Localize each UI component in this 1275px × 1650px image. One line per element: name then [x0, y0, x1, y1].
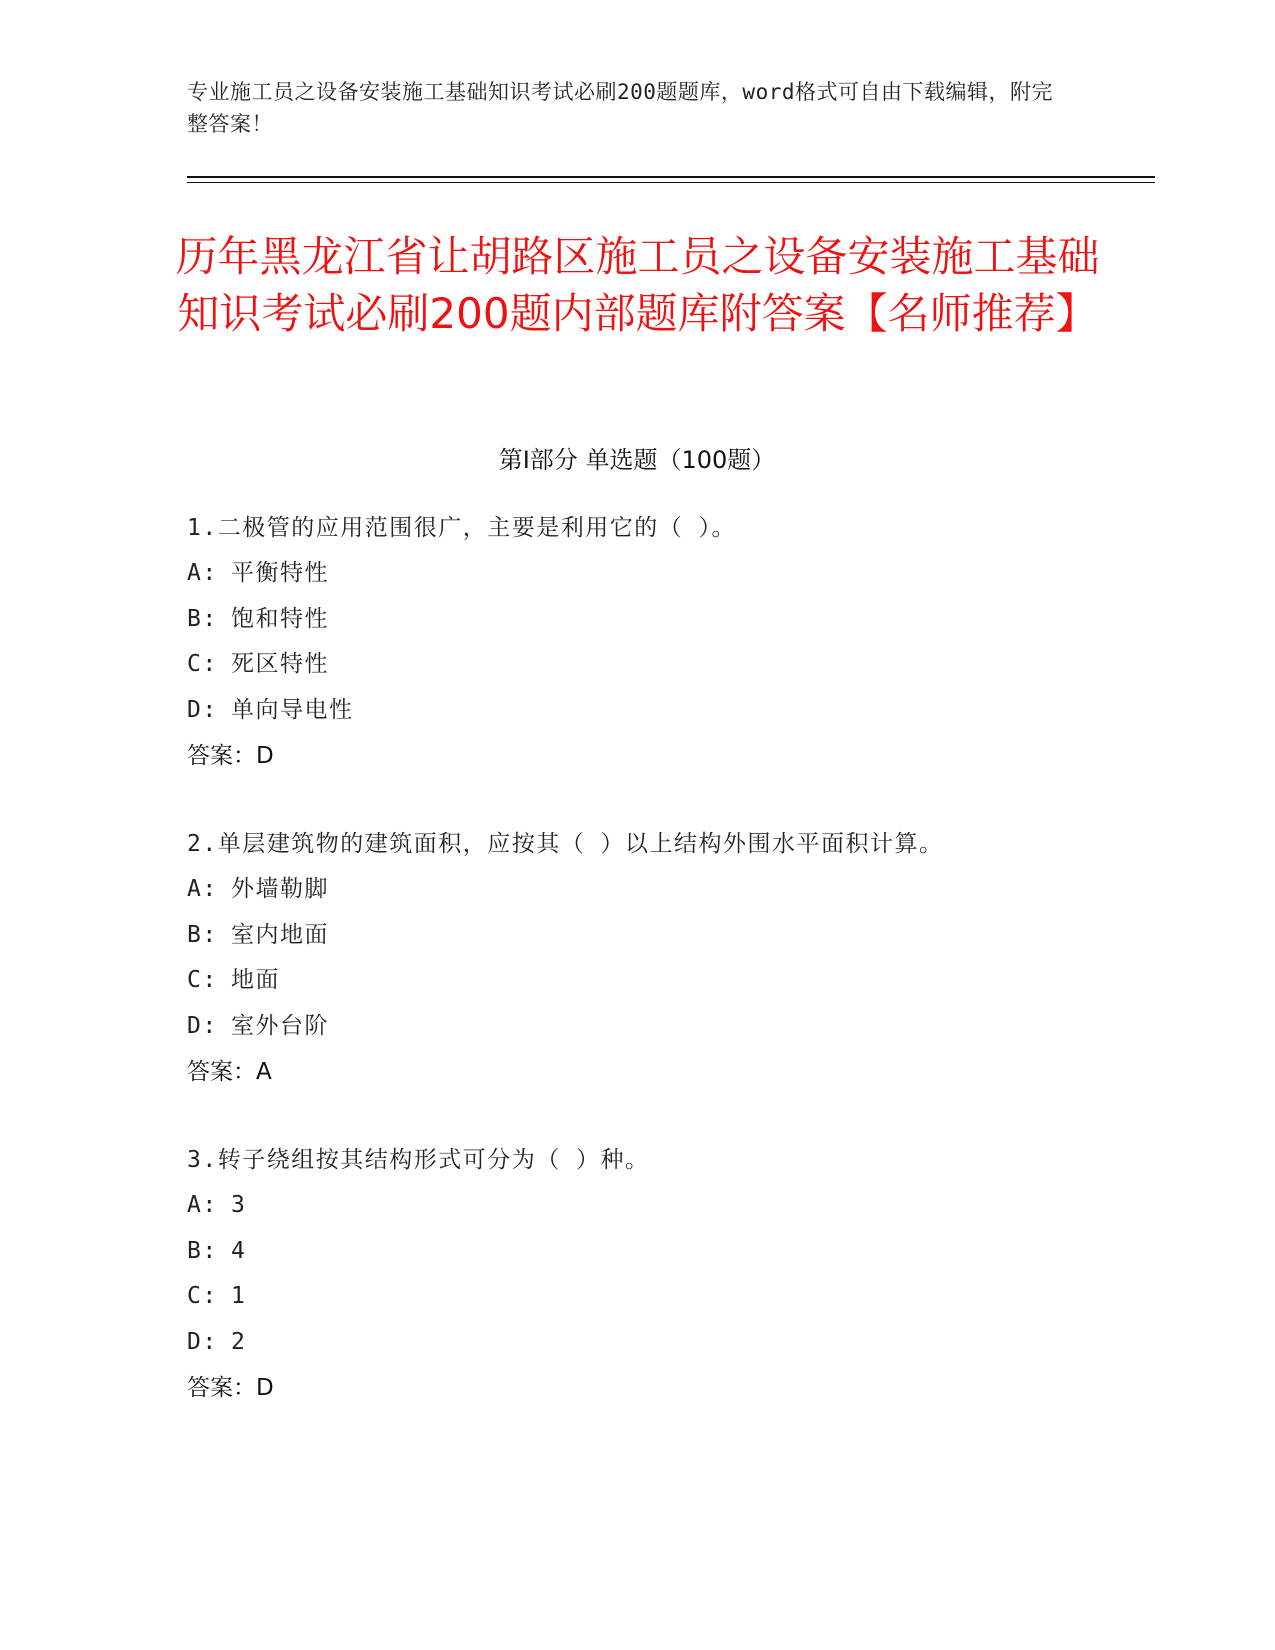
option-letter: A: — [187, 1192, 218, 1218]
option-b — [187, 913, 1107, 959]
answer-line: 答案：A — [187, 1059, 272, 1085]
option-text: 平衡特性 — [231, 560, 329, 586]
option-a — [187, 551, 1107, 597]
question-stem: 3.转子绕组按其结构形式可分为（ ）种。 — [187, 1147, 650, 1173]
question-block — [187, 505, 1107, 779]
question-block — [187, 1137, 1107, 1411]
option-text: 2 — [231, 1328, 247, 1355]
option-b — [187, 1229, 1107, 1275]
answer-line: 答案：D — [187, 1375, 274, 1401]
option-letter: D: — [187, 1012, 218, 1039]
option-text: 单向导电性 — [231, 696, 354, 723]
header-note: 专业施工员之设备安装施工基础知识考试必刷200题题库，word格式可自由下载编辑，附完整答案！ — [187, 80, 1053, 136]
option-text: 死区特性 — [231, 651, 329, 677]
option-text: 4 — [231, 1237, 247, 1264]
question-stem: 2.单层建筑物的建筑面积，应按其（ ）以上结构外围水平面积计算。 — [187, 831, 944, 857]
option-c — [187, 1274, 1107, 1320]
option-letter: B: — [187, 605, 218, 632]
option-text: 1 — [231, 1283, 247, 1309]
option-d — [187, 1320, 1107, 1366]
document-title: 历年黑龙江省让胡路区施工员之设备安装施工基础知识考试必刷200题内部题库附答案【名师推荐】 — [175, 232, 1100, 338]
header-divider-thick — [187, 176, 1155, 178]
option-d — [187, 1004, 1107, 1050]
option-letter: A: — [187, 876, 218, 902]
option-text: 室内地面 — [231, 921, 329, 948]
option-letter: C: — [187, 651, 218, 677]
option-d — [187, 688, 1107, 734]
option-text: 室外台阶 — [231, 1012, 329, 1039]
option-b — [187, 597, 1107, 643]
question-stem: 1.二极管的应用范围很广，主要是利用它的（ ）。 — [187, 515, 737, 541]
option-text: 地面 — [231, 967, 280, 993]
option-letter: C: — [187, 967, 218, 993]
option-letter: D: — [187, 1328, 218, 1355]
option-c — [187, 958, 1107, 1004]
option-letter: A: — [187, 560, 218, 586]
option-text: 外墙勒脚 — [231, 876, 329, 902]
section-heading: 第I部分 单选题（100题） — [498, 446, 776, 474]
option-a — [187, 1183, 1107, 1229]
option-letter: B: — [187, 921, 218, 948]
option-letter: D: — [187, 696, 218, 723]
option-text: 饱和特性 — [231, 605, 329, 632]
question-block — [187, 821, 1107, 1095]
option-letter: C: — [187, 1283, 218, 1309]
option-text: 3 — [231, 1192, 247, 1218]
header-divider-thin — [187, 182, 1155, 183]
option-a — [187, 867, 1107, 913]
answer-line: 答案：D — [187, 743, 274, 769]
option-c — [187, 642, 1107, 688]
option-letter: B: — [187, 1237, 218, 1264]
